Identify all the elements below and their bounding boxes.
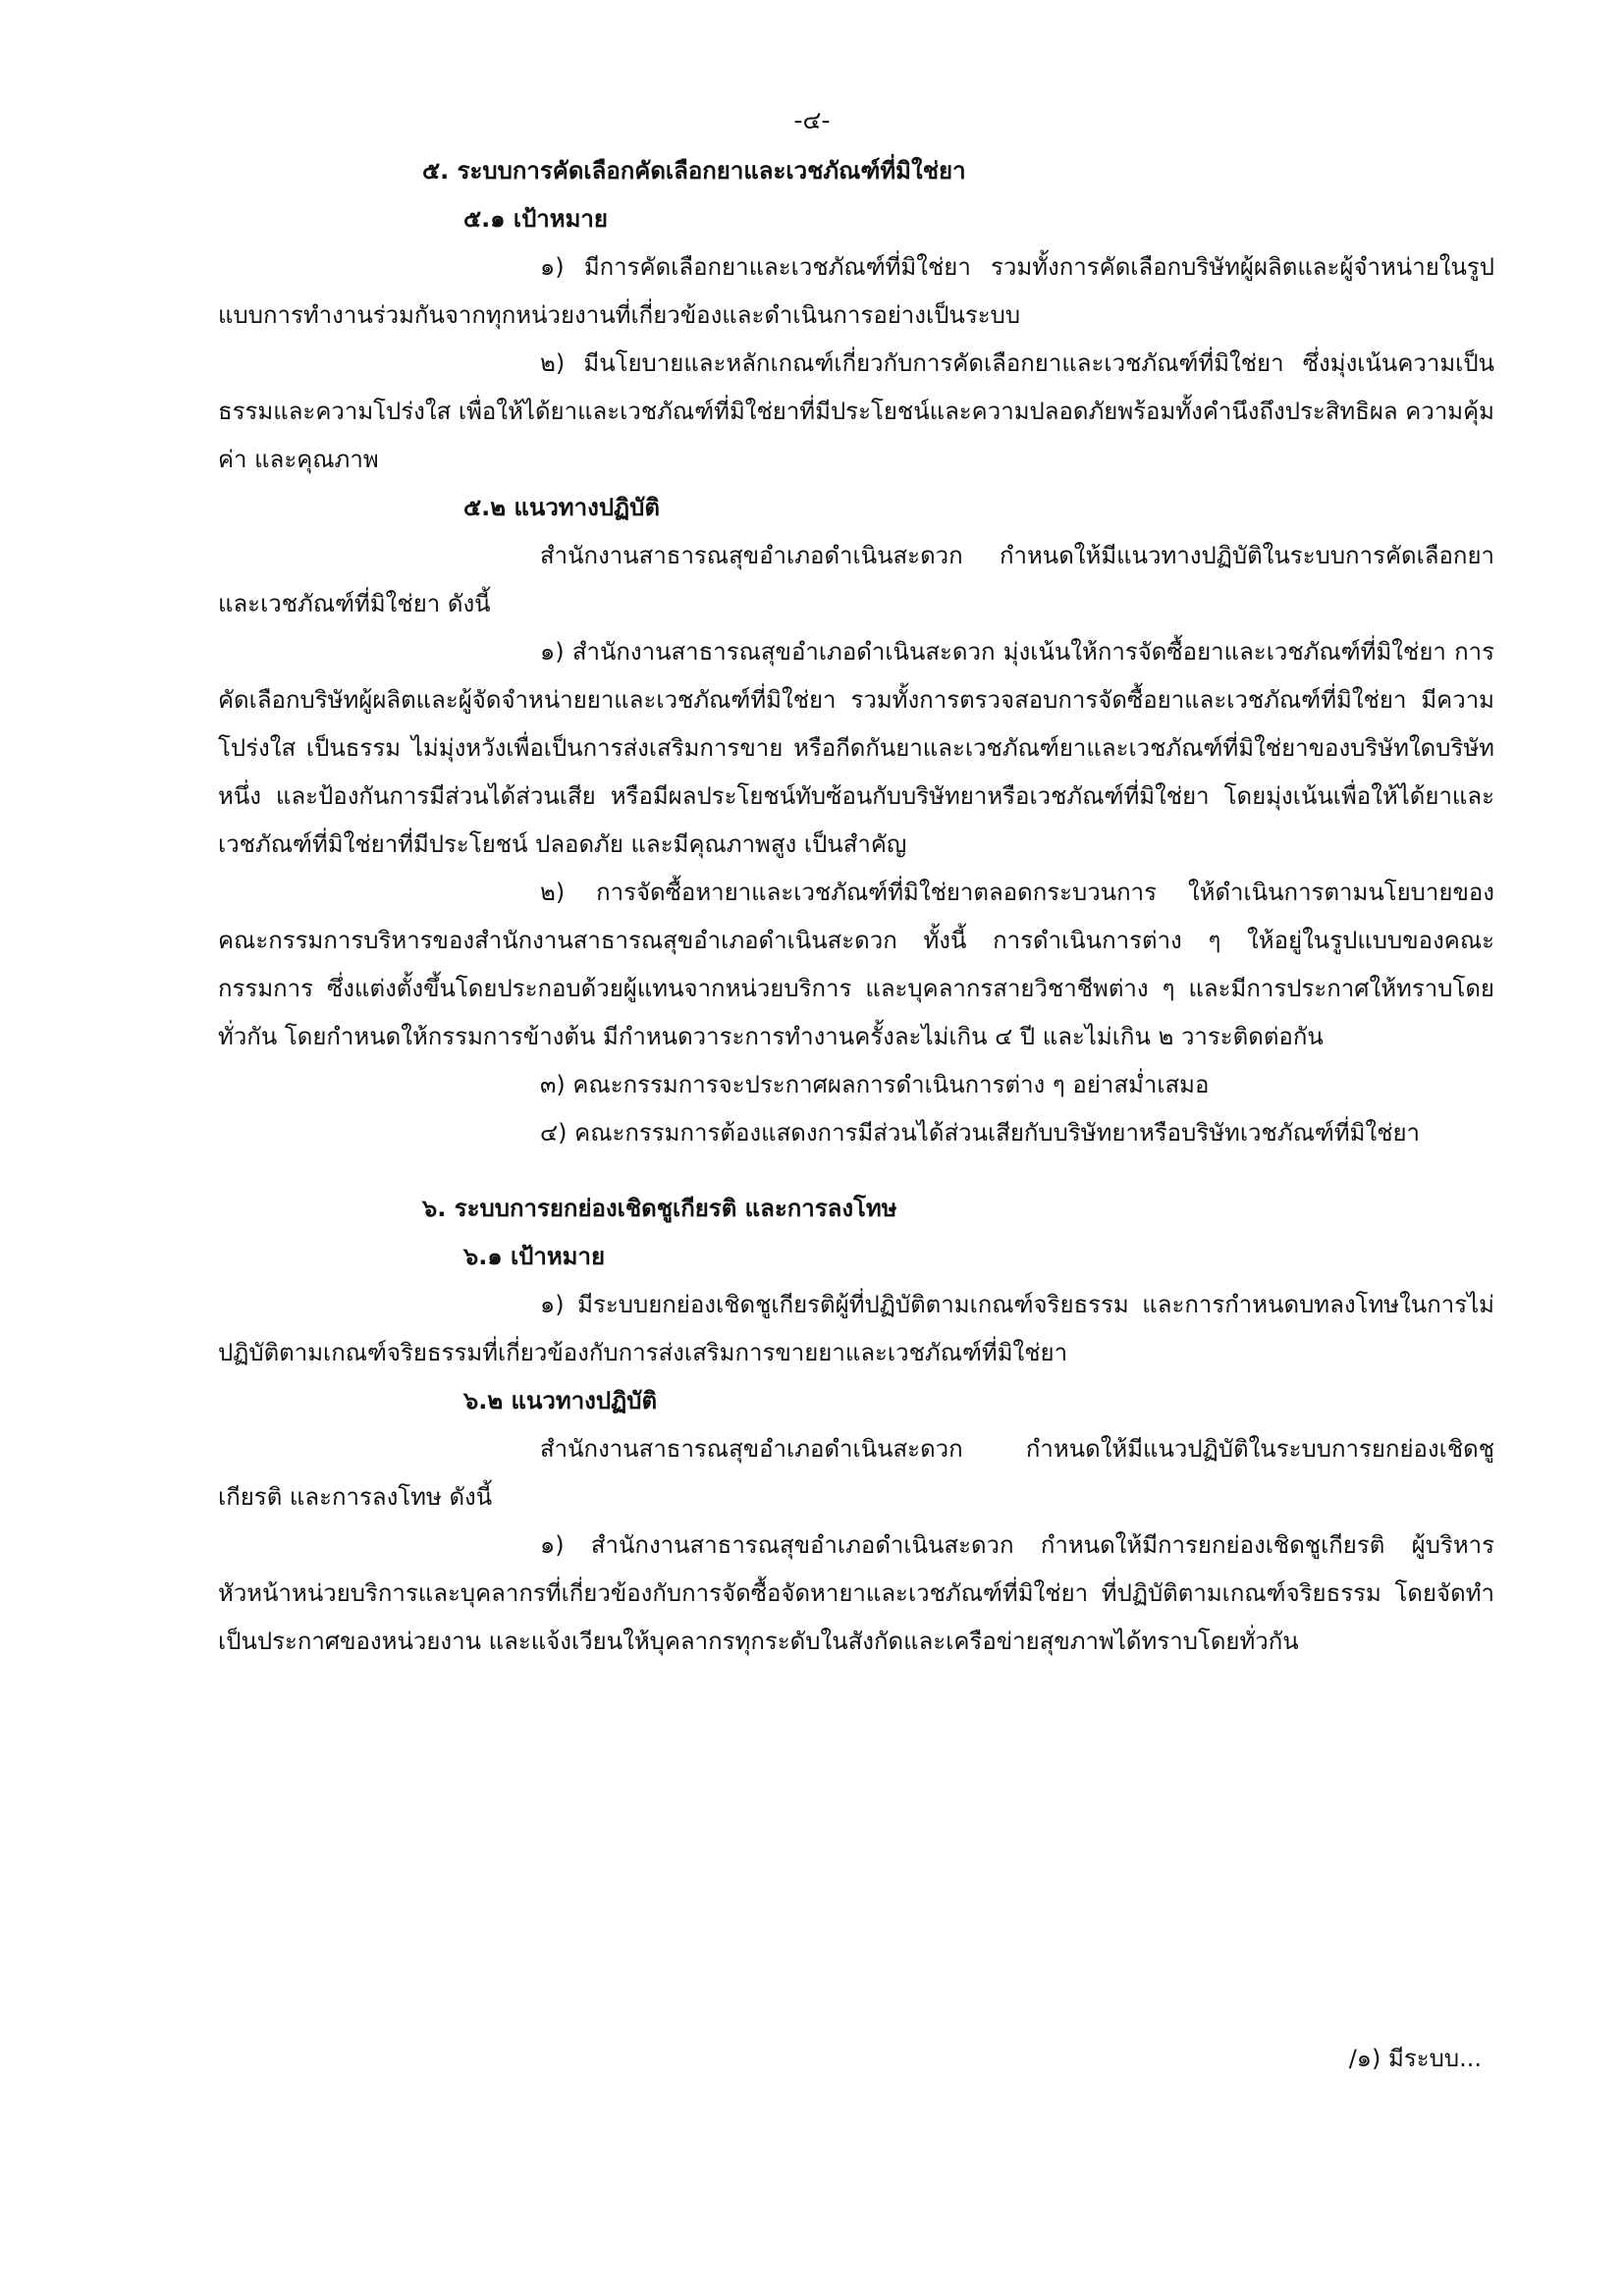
section-6-1-item-1: ๑) มีระบบยกย่องเชิดชูเกียรติผู้ที่ปฏิบัติตามเกณฑ์จริยธรรม และการกำหนดบทลงโทษในการไม่ปฏิบัติตามเกณฑ์จริยธรรมที่เกี่ยวข้องกับการส่งเสริมการขายยาและเวชภัณฑ์ที่มิใช่ยา	[218, 1291, 1494, 1366]
section-5-2-item-2: ๒) การจัดซื้อหายาและเวชภัณฑ์ที่มิใช่ยาตลอดกระบวนการ ให้ดำเนินการตามนโยบายของคณะกรรมการบริหารของสำนักงานสาธารณสุขอำเภอดำเนินสะดวก ทั้งนี้ การดำเนินการต่าง ๆ ให้อยู่ในรูปแบบของคณะกรรมการ ซึ่งแต่งตั้งขึ้นโดยประกอบด้วยผู้แทนจากหน่วยบริการ และบุคลากรสายวิชาชีพต่าง ๆ และมีการประกาศให้ทราบโดยทั่วกัน โดยกำหนดให้กรรมการข้างต้น มีกำหนดวาระการทำงานครั้งละไม่เกิน ๔ ปี และไม่เกิน ๒ วาระติดต่อกัน	[218, 879, 1494, 1050]
section-5-1-item-1: ๑) มีการคัดเลือกยาและเวชภัณฑ์ที่มิใช่ยา รวมทั้งการคัดเลือกบริษัทผู้ผลิตและผู้จำหน่ายในรูปแบบการทำงานร่วมกันจากทุกหน่วยงานที่เกี่ยวข้องและดำเนินการอย่างเป็นระบบ	[218, 253, 1494, 329]
section-gap	[218, 1157, 1494, 1185]
section-6-2-intro: สำนักงานสาธารณสุขอำเภอดำเนินสะดวก กำหนดให้มีแนวปฏิบัติในระบบการยกย่องเชิดชูเกียรติ และการลงโทษ ดังนี้	[218, 1435, 1494, 1511]
section-5-2-item-4: ๔) คณะกรรมการต้องแสดงการมีส่วนได้ส่วนเสียกับบริษัทยาหรือบริษัทเวชภัณฑ์ที่มิใช่ยา	[540, 1119, 1421, 1147]
section-6-heading: ๖. ระบบการยกย่องเชิดชูเกียรติ และการลงโทษ	[422, 1195, 897, 1222]
page-number: -๔-	[793, 106, 831, 134]
section-6-1-heading: ๖.๑ เป้าหมาย	[463, 1243, 606, 1270]
section-5-2-intro: สำนักงานสาธารณสุขอำเภอดำเนินสะดวก กำหนดให้มีแนวทางปฏิบัติในระบบการคัดเลือกยาและเวชภัณฑ์ที่มิใช่ยา ดังนี้	[218, 542, 1494, 617]
section-5-2-item-1: ๑) สำนักงานสาธารณสุขอำเภอดำเนินสะดวก มุ่งเน้นให้การจัดซื้อยาและเวชภัณฑ์ที่มิใช่ยา การคัดเลือกบริษัทผู้ผลิตและผู้จัดจำหน่ายยาและเวชภัณฑ์ที่มิใช่ยา รวมทั้งการตรวจสอบการจัดซื้อยาและเวชภัณฑ์ที่มิใช่ยา มีความโปร่งใส เป็นธรรม ไม่มุ่งหวังเพื่อเป็นการส่งเสริมการขาย หรือกีดกันยาและเวชภัณฑ์ยาและเวชภัณฑ์ที่มิใช่ยาของบริษัทใดบริษัทหนึ่ง และป้องกันการมีส่วนได้ส่วนเสีย หรือมีผลประโยชน์ทับซ้อนกับบริษัทยาหรือเวชภัณฑ์ที่มิใช่ยา โดยมุ่งเน้นเพื่อให้ได้ยาและเวชภัณฑ์ที่มิใช่ยาที่มีประโยชน์ ปลอดภัย และมีคุณภาพสูง เป็นสำคัญ	[218, 638, 1494, 858]
section-5-2-item-3: ๓) คณะกรรมการจะประกาศผลการดำเนินการต่าง ๆ อย่าสม่ำเสมอ	[540, 1071, 1210, 1098]
section-5-1-item-2: ๒) มีนโยบายและหลักเกณฑ์เกี่ยวกับการคัดเลือกยาและเวชภัณฑ์ที่มิใช่ยา ซึ่งมุ่งเน้นความเป็นธรรมและความโปร่งใส เพื่อให้ได้ยาและเวชภัณฑ์ที่มิใช่ยาที่มีประโยชน์และความปลอดภัยพร้อมทั้งคำนึงถึงประสิทธิผล ความคุ้มค่า และคุณภาพ	[218, 349, 1494, 473]
section-5-heading: ๕. ระบบการคัดเลือกคัดเลือกยาและเวชภัณฑ์ที่มิใช่ยา	[422, 157, 966, 185]
section-6-2-item-1: ๑) สำนักงานสาธารณสุขอำเภอดำเนินสะดวก กำหนดให้มีการยกย่องเชิดชูเกียรติ ผู้บริหาร หัวหน้าหน่วยบริการและบุคลากรที่เกี่ยวข้องกับการจัดซื้อจัดหายาและเวชภัณฑ์ที่มิใช่ยา ที่ปฏิบัติตามเกณฑ์จริยธรรม โดยจัดทำเป็นประกาศของหน่วยงาน และแจ้งเวียนให้บุคลากรทุกระดับในสังกัดและเครือข่ายสุขภาพได้ทราบโดยทั่วกัน	[218, 1531, 1494, 1655]
section-5-2-heading: ๕.๒ แนวทางปฏิบัติ	[463, 494, 660, 521]
section-6-2-heading: ๖.๒ แนวทางปฏิบัติ	[463, 1387, 658, 1415]
next-page-continuation: /๑) มีระบบ...	[1348, 2045, 1482, 2072]
document-body	[218, 147, 1494, 1666]
section-5-1-heading: ๕.๑ เป้าหมาย	[463, 205, 608, 233]
